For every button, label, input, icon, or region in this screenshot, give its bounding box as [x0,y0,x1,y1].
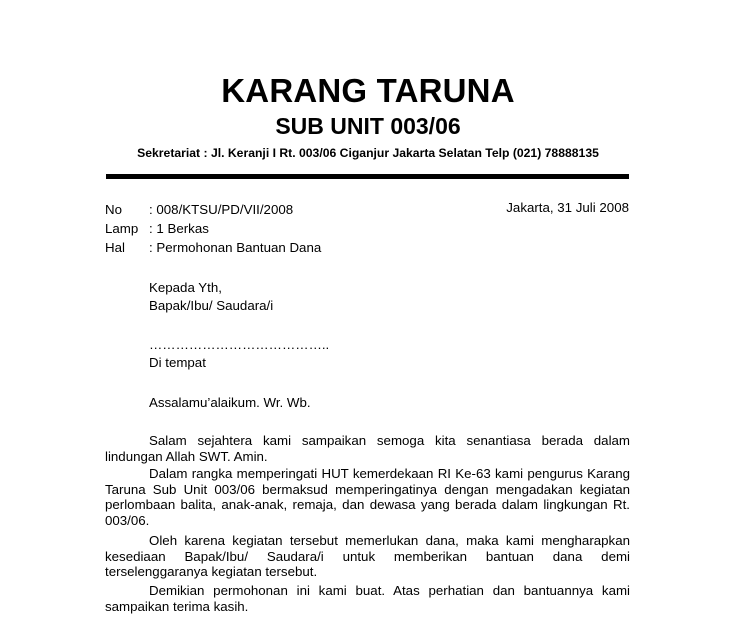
meta-lamp-value: : 1 Berkas [149,221,209,236]
body-paragraph-2: Dalam rangka memperingati HUT kemerdekaan RI Ke-63 kami pengurus Karang Taruna Sub Unit 003/06 bermaksud memperingatinya dengan mengadakan kegiatan perlombaan balita, anak-anak, remaja, dan dewasa yang berada dalam lingkungan Rt. 003/06. [105,466,630,528]
meta-lamp-label: Lamp [105,221,139,236]
meta-hal-value: : Permohonan Bantuan Dana [149,240,322,255]
body-paragraph-3: Oleh karena kegiatan tersebut memerlukan dana, maka kami mengharapkan kesediaan Bapak/Ibu/ Saudara/i untuk memberikan bantuan dana demi terselenggaranya kegiatan tersebut. [105,533,630,579]
letter-date: Jakarta, 31 Juli 2008 [506,200,629,215]
meta-lamp-row [105,219,209,238]
meta-no-value: : 008/KTSU/PD/VII/2008 [149,202,294,217]
greeting: Assalamu’alaikum. Wr. Wb. [149,395,311,410]
meta-no-row [105,200,293,219]
meta-no-label: No [105,202,122,217]
recipient-line2: Bapak/Ibu/ Saudara/i [149,298,274,313]
meta-hal-row [105,238,321,257]
recipient-place: Di tempat [149,355,206,370]
header-rule [106,174,629,179]
recipient-dots: ………………………………….. [149,337,330,352]
unit-title: SUB UNIT 003/06 [275,113,461,139]
meta-hal-label: Hal [105,240,125,255]
organization-title: KARANG TARUNA [221,72,515,109]
recipient-line1: Kepada Yth, [149,280,222,295]
body-paragraph-4: Demikian permohonan ini kami buat. Atas perhatian dan bantuannya kami sampaikan terima kasih. [105,583,630,614]
secretariat-address: Sekretariat : Jl. Keranji I Rt. 003/06 Ciganjur Jakarta Selatan Telp (021) 78888135 [137,146,599,160]
body-paragraph-1: Salam sejahtera kami sampaikan semoga kita senantiasa berada dalam lindungan Allah SWT. Amin. [105,433,630,464]
